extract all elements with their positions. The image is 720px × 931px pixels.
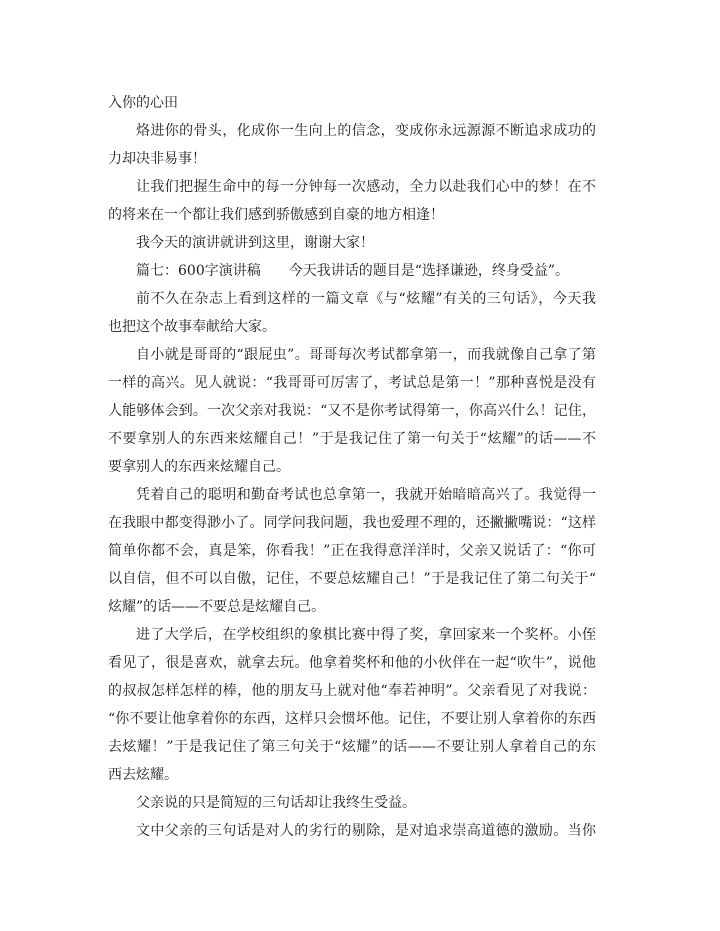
text-line: 入你的心田 — [108, 95, 178, 111]
text-line: 也把这个故事奉献给大家。 — [108, 319, 276, 335]
text-line: 人能够体会到。一次父亲对我说：“又不是你考试得第一，你高兴什么！记住， — [108, 403, 596, 419]
text-line: 简单你都不会，真是笨，你看我！”正在我得意洋洋时，父亲又说话了：“你可 — [108, 543, 596, 559]
text-line: 烙进你的骨头，化成你一生向上的信念，变成你永远源源不断追求成功的 — [136, 123, 596, 139]
text-line: 文中父亲的三句话是对人的劣行的剔除，是对追求崇高道德的激励。当你 — [136, 823, 596, 839]
text-line: 的将来在一个都让我们感到骄傲感到自豪的地方相逢！ — [108, 207, 444, 223]
text-line: 一样的高兴。见人就说：“我哥哥可厉害了，考试总是第一！”那种喜悦是没有 — [108, 375, 596, 391]
text-line: 要拿别人的东西来炫耀自己。 — [108, 459, 290, 475]
text-line: 篇七：600字演讲稿 今天我讲话的题目是“选择谦逊，终身受益”。 — [136, 263, 570, 279]
text-line: 力却决非易事！ — [108, 151, 206, 167]
text-line: 父亲说的只是简短的三句话却让我终生受益。 — [136, 795, 416, 811]
text-line: 不要拿别人的东西来炫耀自己！”于是我记住了第一句关于“炫耀”的话——不 — [108, 431, 596, 447]
text-line: 以自信，但不可以自傲，记住，不要总炫耀自己！”于是我记住了第二句关于“ — [108, 571, 596, 587]
text-line: 的叔叔怎样怎样的棒，他的朋友马上就对他“奉若神明”。父亲看见了对我说： — [108, 683, 596, 699]
text-line: 前不久在杂志上看到这样的一篇文章《与“炫耀”有关的三句话》，今天我 — [136, 291, 596, 307]
text-line: 西去炫耀。 — [108, 767, 178, 783]
text-line: 进了大学后，在学校组织的象棋比赛中得了奖，拿回家来一个奖杯。小侄 — [136, 627, 596, 643]
text-line: 我今天的演讲就讲到这里，谢谢大家！ — [136, 235, 374, 251]
text-line: 让我们把握生命中的每一分钟每一次感动，全力以赴我们心中的梦！在不 — [136, 179, 596, 195]
text-line: 凭着自己的聪明和勤奋考试也总拿第一，我就开始暗暗高兴了。我觉得一 — [136, 487, 596, 503]
document-body — [108, 89, 596, 845]
text-line: 看见了，很是喜欢，就拿去玩。他拿着奖杯和他的小伙伴在一起“吹牛”，说他 — [108, 655, 596, 671]
text-line: “你不要让他拿着你的东西，这样只会惯坏他。记住，不要让别人拿着你的东西 — [108, 711, 596, 727]
text-line: 去炫耀！”于是我记住了第三句关于“炫耀”的话——不要让别人拿着自己的东 — [108, 739, 596, 755]
text-line: 自小就是哥哥的“跟屁虫”。哥哥每次考试都拿第一，而我就像自己拿了第 — [136, 347, 596, 363]
text-line: 炫耀”的话——不要总是炫耀自己。 — [108, 599, 326, 615]
text-line: 在我眼中都变得渺小了。同学问我问题，我也爱理不理的，还撇撇嘴说：“这样 — [108, 515, 596, 531]
